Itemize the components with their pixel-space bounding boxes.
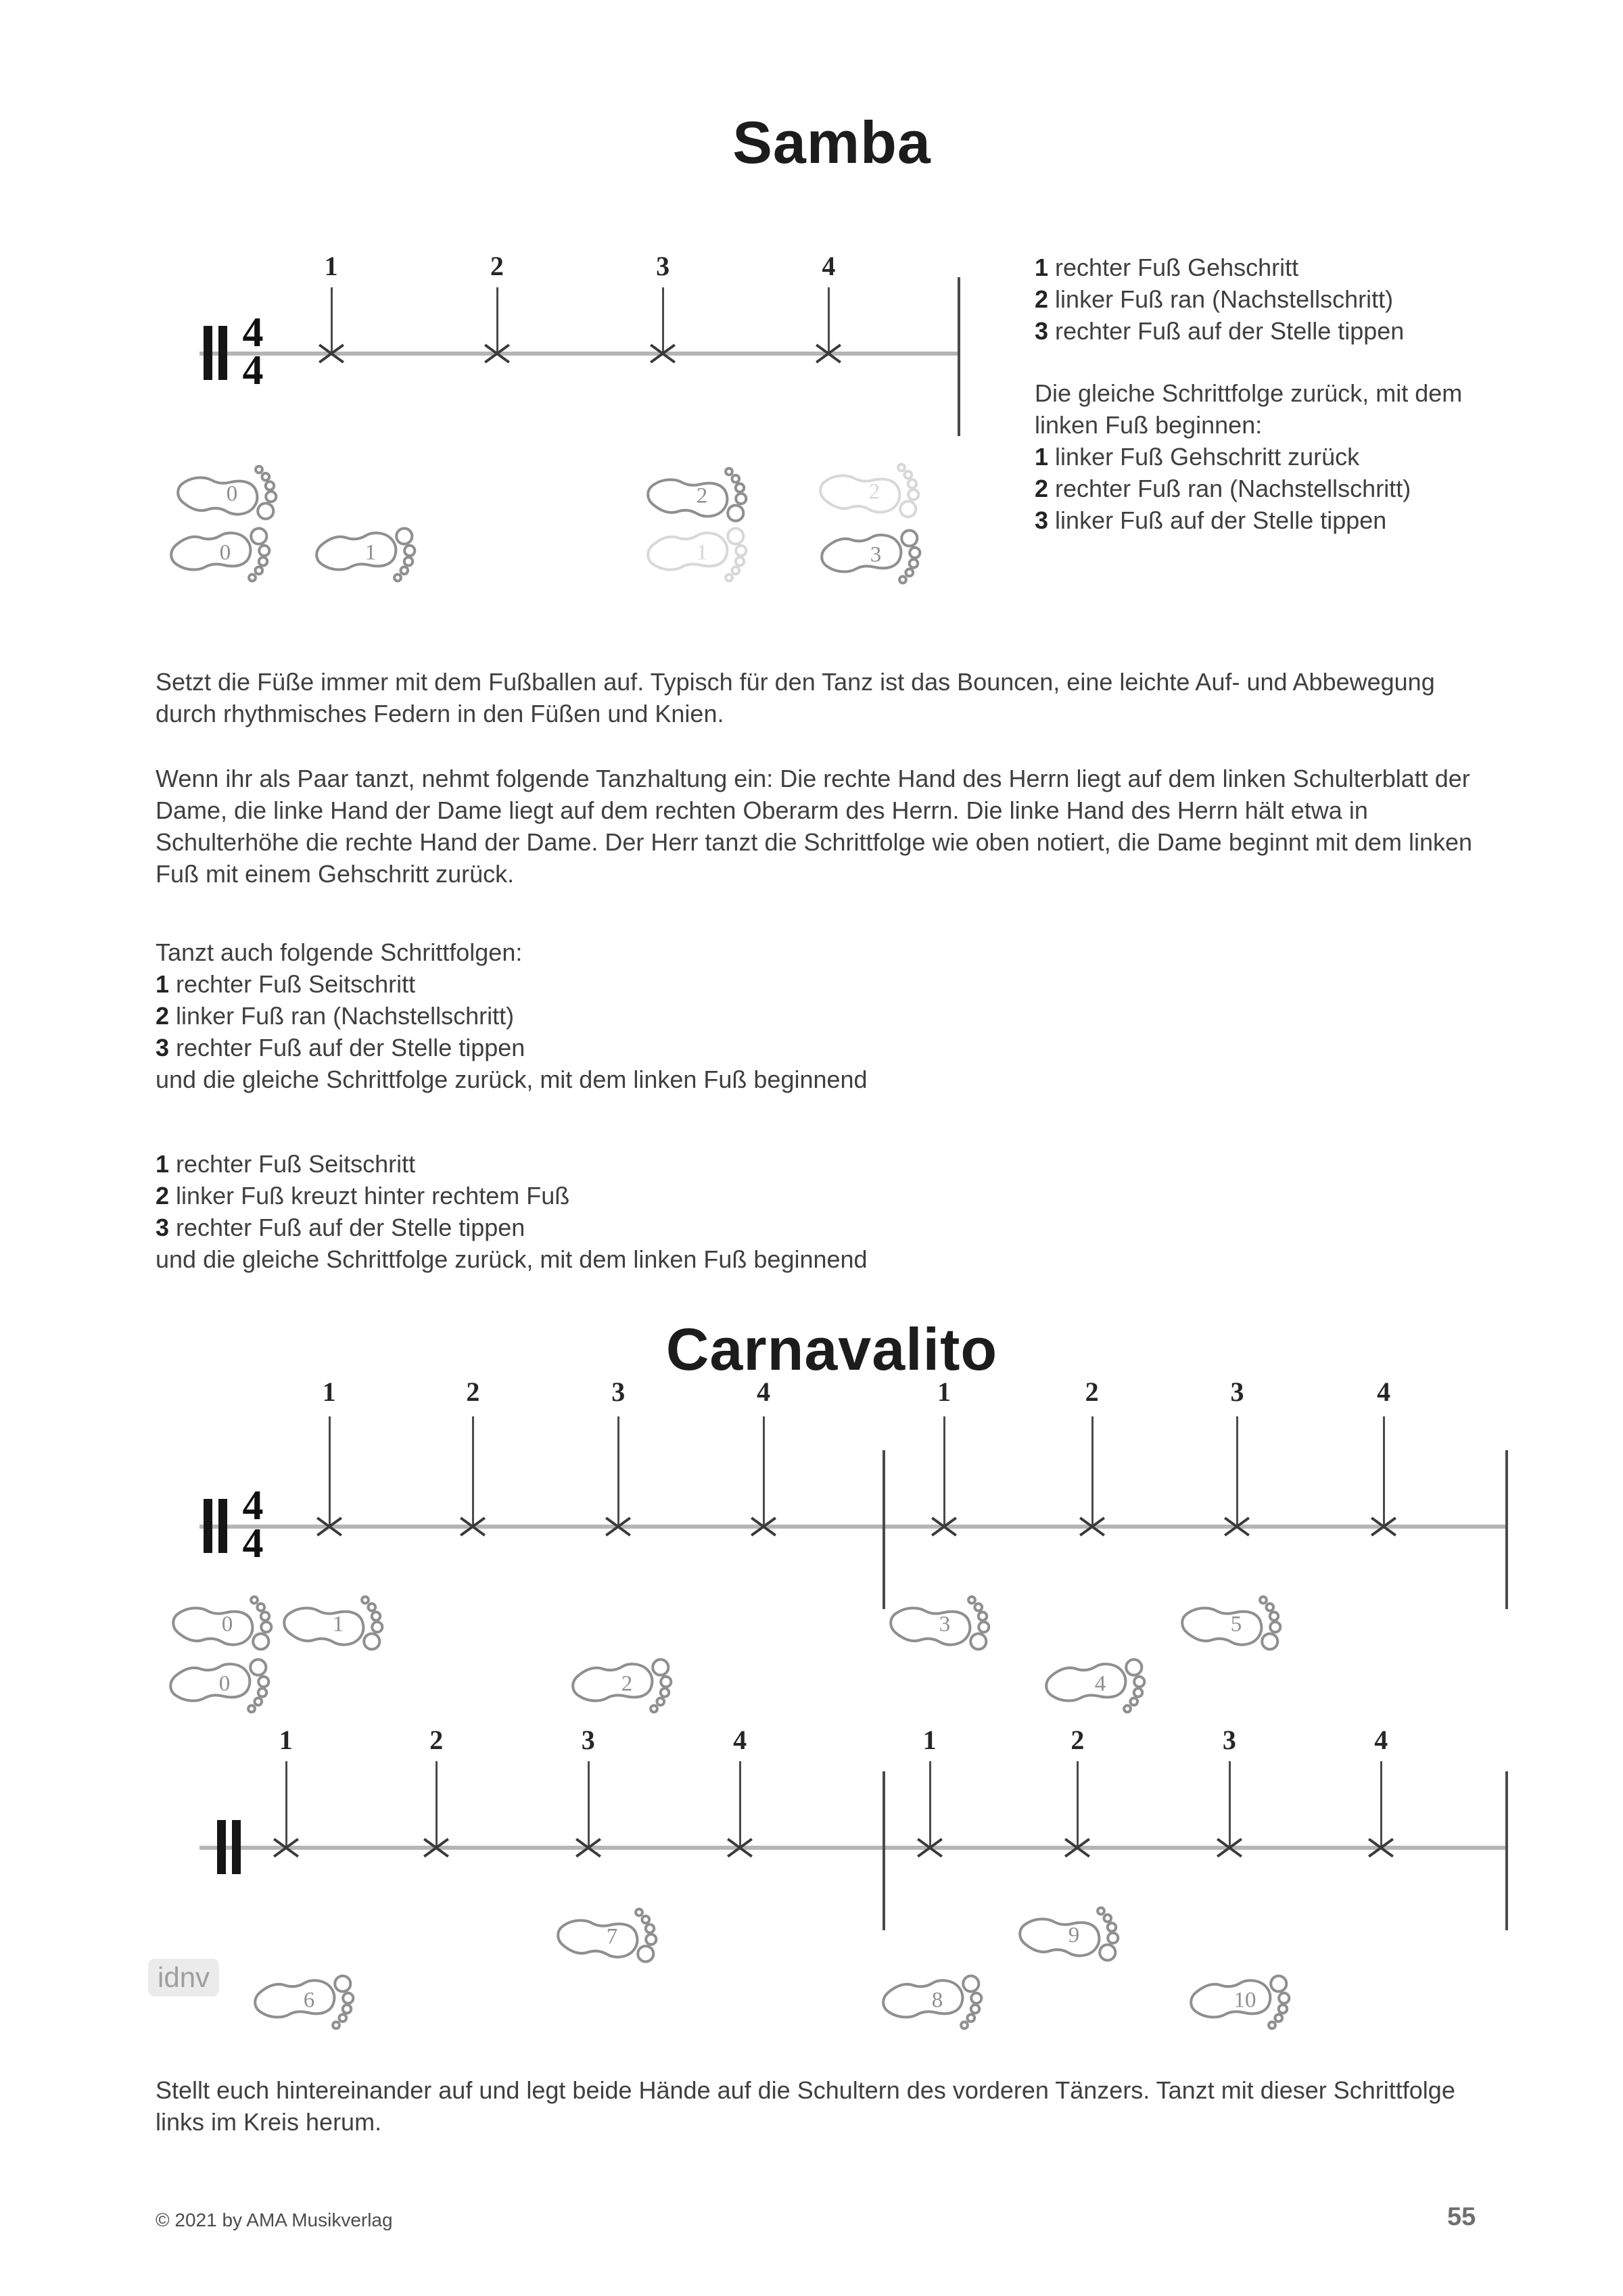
sequence-closing: und die gleiche Schrittfolge zurück, mit dem linken Fuß beginnend	[156, 1245, 868, 1273]
beat-stem	[1383, 1416, 1385, 1527]
end-barline	[1505, 1771, 1508, 1930]
beat-number: 4	[733, 1725, 747, 1755]
staff-line	[199, 352, 960, 356]
step-text: linker Fuß ran (Nachstellschritt)	[1055, 285, 1394, 313]
step-line	[1035, 283, 1481, 315]
beat-number: 1	[279, 1725, 293, 1755]
footprint-icon	[1185, 1968, 1294, 2033]
step-text: linker Fuß kreuzt hinter rechtem Fuß	[176, 1182, 570, 1210]
footprint-number: 0	[219, 540, 231, 565]
time-sig-denominator: 4	[242, 348, 264, 393]
footprint-number: 2	[868, 479, 880, 504]
step-line	[156, 1032, 1474, 1063]
footprint-icon	[279, 1592, 387, 1657]
x-notehead-icon	[459, 1513, 486, 1540]
x-notehead-icon	[1223, 1513, 1250, 1540]
step-line	[1035, 473, 1481, 504]
step-number: 2	[156, 1182, 170, 1210]
step-line	[156, 1212, 1474, 1243]
end-barline	[958, 277, 960, 436]
beat-number: 3	[581, 1725, 595, 1755]
footprint-number: 1	[364, 540, 377, 565]
step-text: rechter Fuß auf der Stelle tippen	[176, 1214, 525, 1241]
beat-number: 2	[466, 1377, 480, 1407]
footprint-number: 8	[931, 1988, 943, 2013]
double-barline-icon	[204, 1499, 227, 1553]
footprint-icon	[878, 1968, 986, 2033]
beat-number: 2	[429, 1725, 444, 1755]
beat-number: 3	[1222, 1725, 1236, 1755]
double-barline-icon	[204, 326, 227, 380]
beat-number: 3	[656, 251, 670, 281]
beat-number: 2	[1071, 1725, 1085, 1755]
footprint-icon	[172, 462, 281, 527]
time-signature	[231, 310, 275, 393]
step-text: rechter Fuß Seitschritt	[176, 1150, 416, 1178]
footprint-number: 0	[221, 1612, 233, 1637]
step-line	[1035, 504, 1481, 536]
beat-stem	[1091, 1416, 1093, 1527]
beat-number: 1	[922, 1725, 937, 1755]
beat-number: 4	[822, 251, 836, 281]
sequence-heading: Tanzt auch folgende Schrittfolgen:	[156, 938, 523, 966]
footprint-icon	[250, 1968, 358, 2033]
time-signature	[231, 1483, 275, 1566]
samba-additional-sequences	[156, 936, 1474, 1095]
beat-number: 4	[756, 1377, 770, 1407]
x-notehead-icon	[1367, 1834, 1394, 1861]
beat-stem	[329, 1416, 331, 1527]
x-notehead-icon	[750, 1513, 777, 1540]
step-number: 3	[1035, 506, 1049, 534]
footprint-number: 10	[1233, 1988, 1256, 2013]
samba-section-title: Samba	[732, 109, 931, 176]
footprint-icon	[567, 1652, 676, 1717]
x-notehead-icon	[484, 340, 511, 367]
beat-number: 2	[1085, 1377, 1099, 1407]
step-number: 1	[1035, 443, 1049, 471]
beat-stem	[763, 1416, 765, 1527]
step-number: 3	[156, 1214, 170, 1241]
step-line	[1035, 441, 1481, 473]
step-text: rechter Fuß ran (Nachstellschritt)	[1055, 475, 1411, 502]
back-sequence-intro: Die gleiche Schrittfolge zurück, mit dem linken Fuß beginnen:	[1035, 379, 1463, 439]
samba-step-instructions	[1035, 252, 1481, 536]
beat-number: 1	[937, 1377, 951, 1407]
step-text: rechter Fuß Gehschritt	[1055, 254, 1299, 281]
footprint-number: 0	[226, 481, 238, 506]
step-number: 3	[156, 1034, 170, 1061]
x-notehead-icon	[423, 1834, 450, 1861]
time-sig-denominator: 4	[242, 1521, 264, 1566]
footprint-icon	[311, 521, 419, 585]
footprint-icon	[816, 523, 924, 588]
carnavalito-rhythm-line-2	[199, 1724, 1508, 1927]
step-text: rechter Fuß auf der Stelle tippen	[176, 1034, 525, 1061]
footprint-icon	[1014, 1903, 1123, 1968]
idnv-watermark: idnv	[148, 1959, 219, 1996]
beat-number: 4	[1377, 1377, 1391, 1407]
footprint-number: 7	[606, 1924, 618, 1949]
footprint-icon	[168, 1592, 276, 1657]
footprint-number: 2	[696, 483, 708, 508]
x-notehead-icon	[1216, 1834, 1243, 1861]
time-sig-numerator: 4	[242, 310, 264, 356]
copyright-text: © 2021 by AMA Musikverlag	[156, 2209, 393, 2230]
x-notehead-icon	[318, 340, 345, 367]
x-notehead-icon	[605, 1513, 632, 1540]
double-barline-icon	[217, 1820, 241, 1874]
carnavalito-rhythm-line-1	[199, 1376, 1508, 1592]
x-notehead-icon	[815, 340, 842, 367]
beat-stem	[943, 1416, 945, 1527]
x-notehead-icon	[1370, 1513, 1397, 1540]
step-line	[156, 1148, 1474, 1180]
step-number: 2	[1035, 285, 1049, 313]
footprint-icon	[552, 1905, 661, 1969]
step-number: 1	[1035, 254, 1049, 281]
footprint-number: 6	[303, 1988, 315, 2013]
time-sig-numerator: 4	[242, 1483, 264, 1529]
footprint-icon	[166, 521, 274, 585]
staff-line	[199, 1525, 1508, 1529]
page-number: 55	[1447, 2203, 1476, 2231]
footprint-icon	[1177, 1592, 1285, 1657]
x-notehead-icon	[316, 1513, 343, 1540]
samba-rhythm-line	[199, 250, 960, 419]
step-number: 1	[156, 970, 170, 998]
beat-stem	[617, 1416, 619, 1527]
footprint-icon	[885, 1592, 993, 1657]
x-notehead-icon	[931, 1513, 958, 1540]
beat-number: 2	[490, 251, 504, 281]
step-text: rechter Fuß auf der Stelle tippen	[1055, 317, 1405, 345]
step-line	[1035, 315, 1481, 347]
x-notehead-icon	[916, 1834, 943, 1861]
footprint-icon-ghost	[642, 521, 751, 585]
mid-barline	[883, 1771, 885, 1930]
footprint-number: 5	[1230, 1612, 1242, 1637]
footprint-icon	[1041, 1652, 1149, 1717]
beat-stem	[472, 1416, 474, 1527]
step-line	[156, 1000, 1474, 1032]
samba-paragraph-1: Setzt die Füße immer mit dem Fußballen auf. Typisch für den Tanz ist das Bouncen, eine leichte Auf- und Abbewegung durch rhythmisches Federn in den Füßen und Knien.	[156, 668, 1435, 727]
step-text: linker Fuß ran (Nachstellschritt)	[176, 1002, 515, 1030]
staff-line	[199, 1846, 1508, 1850]
step-text: linker Fuß auf der Stelle tippen	[1055, 506, 1387, 534]
x-notehead-icon	[1064, 1834, 1091, 1861]
step-line	[1035, 252, 1481, 283]
footprint-number: 9	[1068, 1923, 1080, 1948]
footprint-number: 3	[939, 1612, 951, 1637]
step-text: rechter Fuß Seitschritt	[176, 970, 416, 998]
carnavalito-section-title: Carnavalito	[665, 1316, 998, 1383]
x-notehead-icon	[273, 1834, 300, 1861]
beat-number: 4	[1374, 1725, 1388, 1755]
footprint-number: 2	[621, 1671, 633, 1696]
footprint-icon	[165, 1652, 273, 1717]
mid-barline	[883, 1450, 885, 1609]
footprint-number: 4	[1094, 1671, 1106, 1696]
carnavalito-paragraph: Stellt euch hintereinander auf und legt beide Hände auf die Schultern des vorderen Tänzers. Tanzt mit dieser Schrittfolge links im Kreis herum.	[156, 2076, 1455, 2136]
step-number: 3	[1035, 317, 1049, 345]
step-text: linker Fuß Gehschritt zurück	[1055, 443, 1360, 471]
sequence-closing: und die gleiche Schrittfolge zurück, mit dem linken Fuß beginnend	[156, 1066, 868, 1093]
x-notehead-icon	[1079, 1513, 1106, 1540]
footprint-number: 3	[870, 542, 882, 567]
samba-additional-sequence-2	[156, 1148, 1474, 1275]
beat-stem	[1236, 1416, 1238, 1527]
beat-number: 1	[324, 251, 338, 281]
beat-number: 3	[1230, 1377, 1244, 1407]
samba-paragraph-2: Wenn ihr als Paar tanzt, nehmt folgende Tanzhaltung ein: Die rechte Hand des Herrn liegt auf dem linken Schulterblatt der Dame, die linke Hand der Dame liegt auf dem rechten Oberarm des Herrn. Die linke Hand des Herrn hält etwa in Schulterhöhe die rechte Hand der Dame. Der Herr tanzt die Schrittfolge wie oben notiert, die Dame beginnt mit dem linken Fuß mit einem Gehschritt zurück.	[156, 765, 1473, 888]
beat-number: 1	[322, 1377, 336, 1407]
beat-number: 3	[611, 1377, 626, 1407]
end-barline	[1505, 1450, 1508, 1609]
x-notehead-icon	[726, 1834, 753, 1861]
step-number: 2	[1035, 475, 1049, 502]
footprint-number: 1	[696, 540, 708, 565]
step-number: 2	[156, 1002, 170, 1030]
step-line	[156, 1180, 1474, 1212]
step-line	[156, 968, 1474, 1000]
footprint-icon-ghost	[815, 460, 923, 525]
footprint-icon	[642, 464, 751, 529]
footprint-number: 0	[218, 1671, 231, 1696]
footprint-number: 1	[332, 1612, 344, 1637]
x-notehead-icon	[649, 340, 676, 367]
step-number: 1	[156, 1150, 170, 1178]
x-notehead-icon	[575, 1834, 602, 1861]
